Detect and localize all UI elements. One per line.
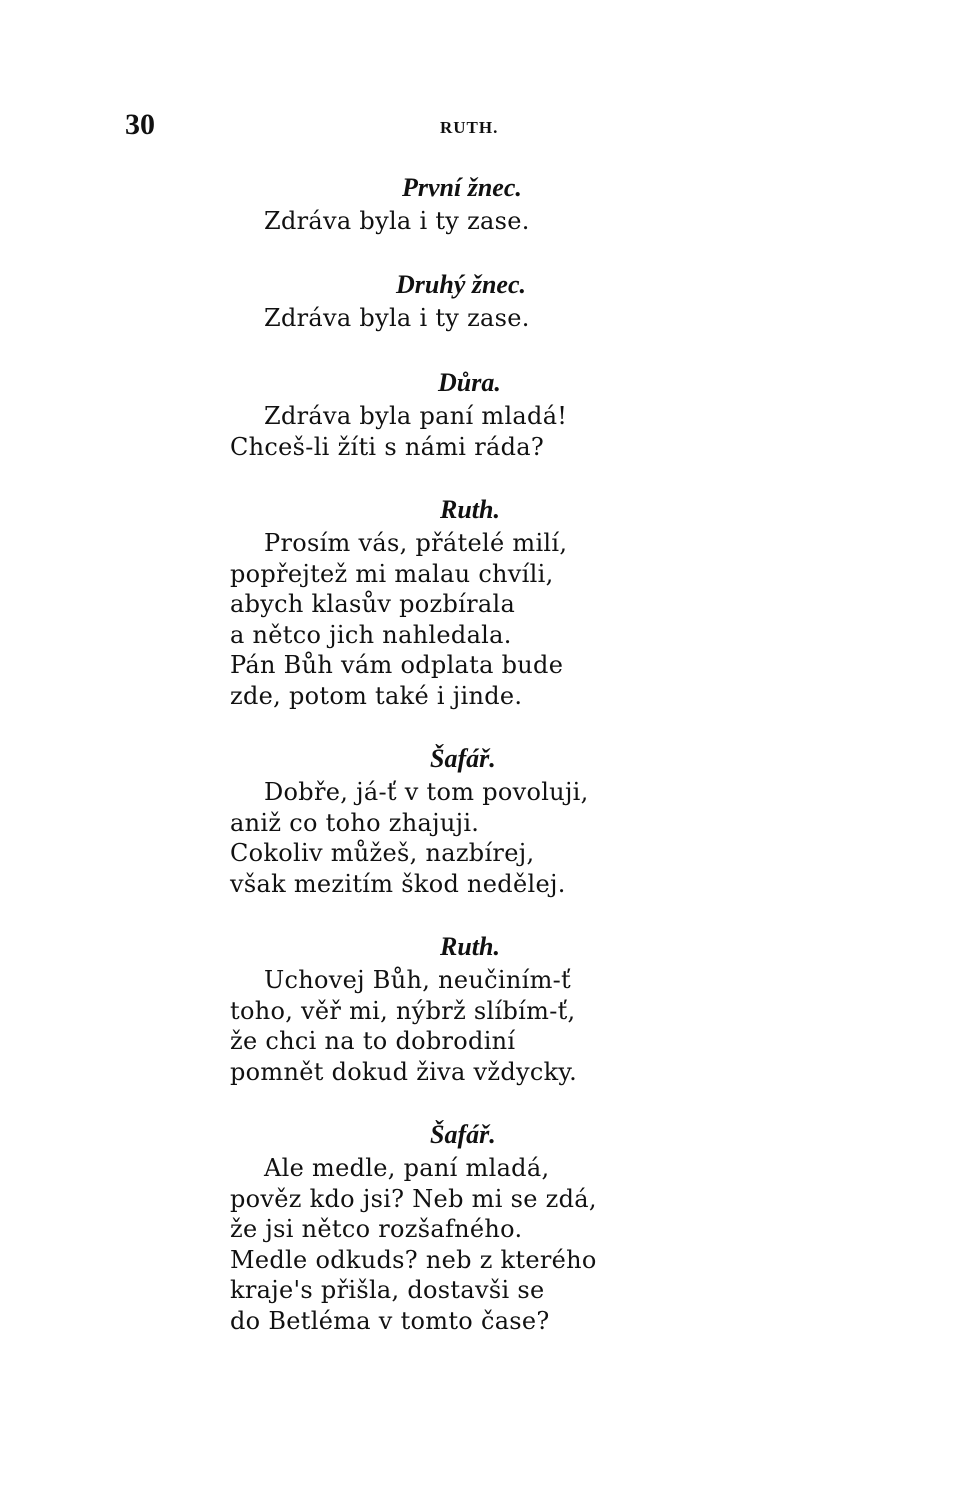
speaker-name: První žnec. bbox=[402, 173, 522, 202]
verse-line: toho, věř mi, nýbrž slíbím-ť, bbox=[230, 996, 576, 1025]
verse-line: však mezitím škod nedělej. bbox=[230, 869, 566, 898]
speaker-name: Druhý žnec. bbox=[396, 269, 527, 299]
speech-block bbox=[230, 492, 710, 711]
speech-block bbox=[230, 267, 710, 334]
verse-line: abych klasův pozbírala bbox=[230, 590, 516, 618]
verse-line: Prosím vás, přátelé milí, bbox=[264, 529, 568, 557]
speaker-name: Ruth. bbox=[440, 932, 500, 961]
speaker-name: Šafář. bbox=[430, 744, 496, 773]
verse-line: Cokoliv můžeš, nazbírej, bbox=[230, 839, 535, 867]
speaker-name: Důra. bbox=[438, 368, 501, 397]
verse-line: pověz kdo jsi? Neb mi se zdá, bbox=[230, 1184, 597, 1213]
speech-block bbox=[230, 1117, 710, 1336]
verse-line: do Betléma v tomto čase? bbox=[230, 1306, 550, 1335]
verse-line: kraje's přišla, dostavši se bbox=[230, 1276, 545, 1304]
verse-line: Ale medle, paní mladá, bbox=[264, 1154, 550, 1182]
play-text bbox=[230, 170, 710, 1336]
page-header bbox=[0, 108, 960, 148]
verse-line: Chceš-li žíti s námi ráda? bbox=[230, 432, 545, 461]
speech-block bbox=[230, 741, 710, 899]
speech-block bbox=[230, 929, 710, 1087]
speech-block bbox=[230, 170, 710, 237]
verse-line: že chci na to dobrodiní bbox=[230, 1027, 516, 1055]
verse-line: zde, potom také i jinde. bbox=[230, 681, 523, 710]
verse-line: Pán Bůh vám odplata bude bbox=[230, 651, 564, 679]
verse-line: Dobře, já-ť v tom povoluji, bbox=[264, 778, 589, 806]
page-number: 30 bbox=[125, 108, 155, 141]
verse-line: Uchovej Bůh, neučiním-ť bbox=[264, 966, 571, 994]
running-head: RUTH. bbox=[440, 118, 499, 137]
verse-line: Zdráva byla paní mladá! bbox=[264, 402, 568, 430]
verse-line: aniž co toho zhajuji. bbox=[230, 808, 480, 837]
verse-line: a nětco jich nahledala. bbox=[230, 620, 512, 649]
verse-line: popřejtež mi malau chvíli, bbox=[230, 559, 554, 588]
verse-line: Zdráva byla i ty zase. bbox=[264, 303, 530, 332]
verse-line: Medle odkuds? neb z kterého bbox=[230, 1245, 597, 1274]
speaker-name: Šafář. bbox=[430, 1120, 496, 1149]
verse-line: že jsi nětco rozšafného. bbox=[230, 1215, 523, 1243]
speaker-name: Ruth. bbox=[440, 495, 500, 524]
verse-line: pomnět dokud živa vždycky. bbox=[230, 1057, 578, 1086]
speech-block bbox=[230, 365, 710, 462]
verse-line: Zdráva byla i ty zase. bbox=[264, 207, 530, 235]
